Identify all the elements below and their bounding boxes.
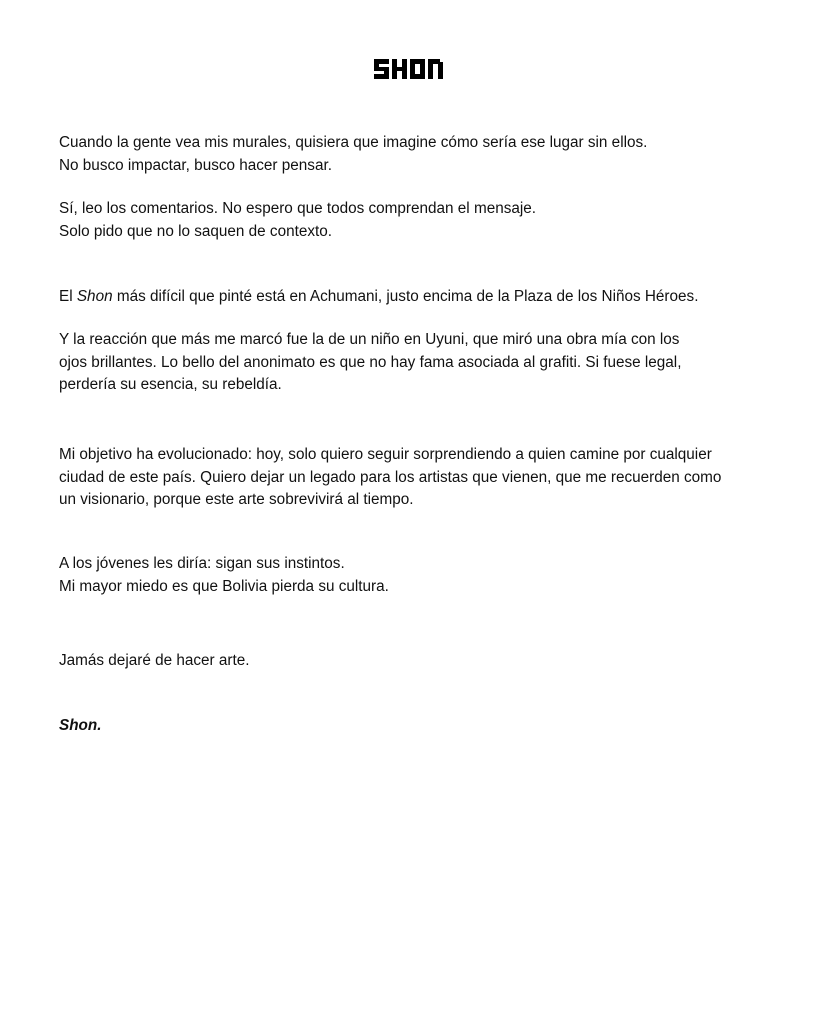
- shon-logo: [374, 58, 446, 80]
- paragraph-1: [59, 132, 779, 177]
- text-line: A los jóvenes les diría: sigan sus instintos.: [59, 555, 345, 572]
- text-line: [59, 286, 779, 309]
- signature-block: [59, 715, 779, 738]
- text-line: Solo pido que no lo saquen de contexto.: [59, 222, 333, 240]
- paragraph-7: [59, 650, 779, 673]
- text-line: un visionario, porque este arte sobrevivirá al tiempo.: [59, 491, 414, 508]
- text-line: Mi objetivo ha evolucionado: hoy, solo quiero seguir sorprendiendo a quien camine por cualquier: [59, 446, 712, 463]
- signature: Shon.: [59, 717, 102, 734]
- text-line: Jamás dejaré de hacer arte.: [59, 652, 250, 669]
- text-line: No busco impactar, busco hacer pensar.: [59, 156, 332, 174]
- text-line: Mi mayor miedo es que Bolivia pierda su cultura.: [59, 577, 389, 595]
- text-line: Cuando la gente vea mis murales, quisiera que imagine cómo sería ese lugar sin ellos.: [59, 134, 648, 151]
- paragraph-4: [59, 329, 779, 397]
- paragraph-6: [59, 553, 779, 598]
- text-segment: más difícil que pinté está en Achumani, justo encima de la Plaza de los Niños Héroes.: [112, 288, 699, 305]
- paragraph-3: [59, 286, 779, 309]
- paragraph-2: [59, 198, 779, 243]
- text-segment: El: [59, 288, 77, 305]
- paragraph-5: [59, 444, 779, 512]
- shon-logo-graphic: [374, 58, 446, 80]
- text-line: ciudad de este país. Quiero dejar un legado para los artistas que vienen, que me recuerden como: [59, 468, 722, 486]
- italic-name: Shon: [76, 288, 113, 305]
- text-line: perdería su esencia, su rebeldía.: [59, 376, 282, 393]
- text-line: Sí, leo los comentarios. No espero que todos comprendan el mensaje.: [59, 200, 537, 217]
- text-line: Y la reacción que más me marcó fue la de un niño en Uyuni, que miró una obra mía con los: [59, 331, 680, 348]
- text-line: ojos brillantes. Lo bello del anonimato es que no hay fama asociada al grafiti. Si fuese legal,: [59, 353, 682, 371]
